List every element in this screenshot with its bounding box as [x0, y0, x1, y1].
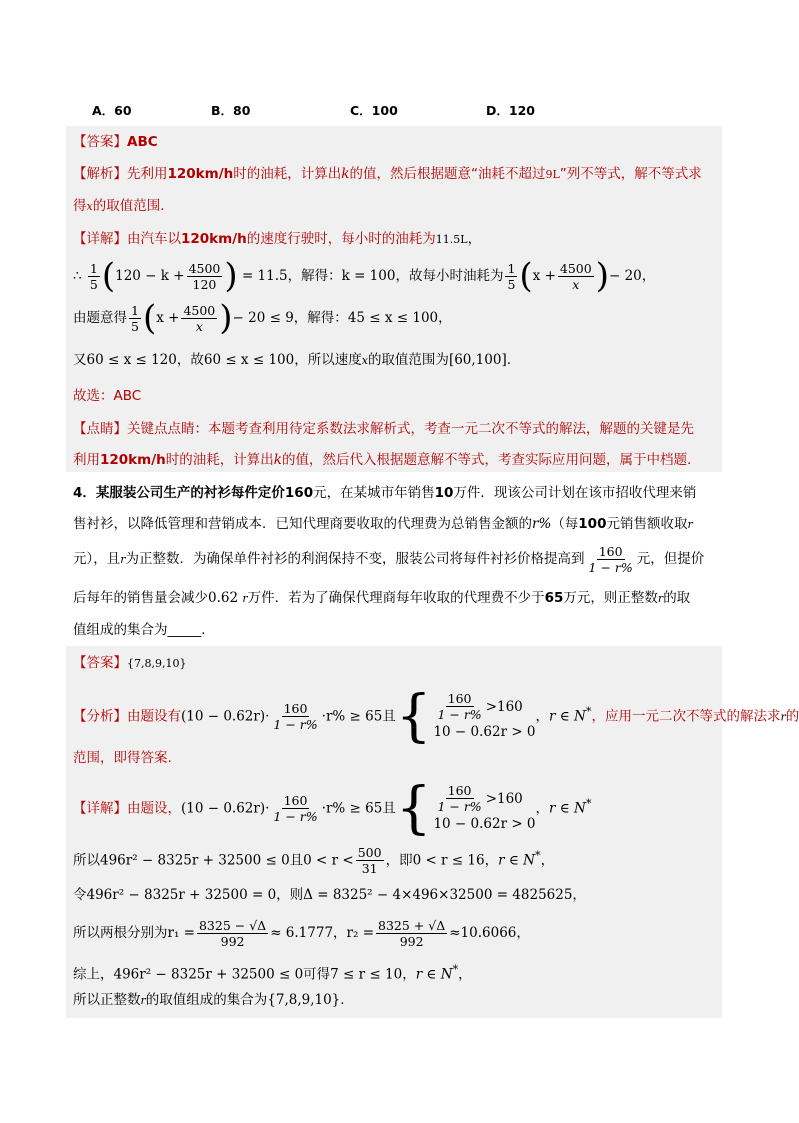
text: 4．某服装公司生产的衬衫每件定价: [73, 485, 285, 501]
text: 的值，然后根据题意“油耗不超过: [349, 166, 546, 182]
q4-detail-line-1: 【详解】由题设，(10 − 0.62r)· $\frac{160}{1 - r\%}$ ·r% ≥ 65且 { $\frac{160}{1 - r\%}$ >160 10 − 0.62r > 0 ，r ∈ N*: [73, 775, 592, 841]
denominator: 5: [89, 276, 98, 292]
var-r: r: [140, 994, 146, 1007]
expr: r ∈ N: [549, 708, 586, 725]
expr: r ∈ N: [549, 800, 586, 817]
text: 所以两根分别为: [73, 925, 168, 941]
text: 120km/h: [181, 231, 247, 247]
text: 售衬衫，以降低管理和营销成本．已知代理商要收取的代理费为总销售金额的: [73, 516, 532, 532]
q3-analysis-line-1: [73, 164, 702, 185]
denominator: 1 − r%: [437, 707, 482, 722]
numerator: 8325 + √Δ: [378, 917, 446, 933]
numerator: 160: [447, 691, 472, 706]
text: 0.62: [208, 590, 239, 606]
text: 可得: [303, 966, 331, 983]
text: 为正整数．为确保单件衬衫的利润保持不变，服装公司将每件衬衫价格提高到: [125, 551, 585, 567]
q4-detail-line-6: [73, 990, 345, 1011]
text: 9L: [545, 168, 560, 181]
text: 且: [382, 708, 396, 725]
text: ，: [467, 231, 482, 247]
option-a: A．60: [92, 103, 132, 118]
q4-detail-line-3: [73, 885, 586, 905]
system-of-inequalities: { $\frac{160}{1 - r\%}$ >160 10 − 0.62r > 0: [395, 683, 536, 749]
text: ，: [438, 310, 452, 326]
numerator: 4500: [559, 260, 592, 276]
q4-line-2: [73, 514, 693, 535]
denominator: 992: [399, 933, 424, 949]
text: ，解得：: [287, 268, 342, 284]
q3-answer-line: [73, 132, 158, 152]
text: 120km/h: [100, 452, 166, 468]
analysis-tag: 【解析】: [73, 166, 127, 182]
var-k: k: [341, 166, 350, 182]
numerator: 4500: [183, 302, 216, 318]
text: 元，在某城市年销售: [313, 485, 435, 501]
text: 万元，则正整数: [563, 590, 658, 606]
text: .: [340, 992, 345, 1008]
text: 范围，即得答案.: [73, 750, 172, 766]
text: ，即: [385, 852, 413, 869]
q4-line-1: [73, 483, 696, 503]
denominator: 1 − r%: [273, 717, 318, 732]
numerator: 160: [447, 783, 472, 798]
q3-detail-line-1: [73, 229, 481, 250]
text: 的取值组成的集合为: [145, 992, 268, 1008]
text: 10: [434, 485, 454, 501]
q4-line-5: [73, 620, 206, 640]
q4-analysis-line-1: 【分析】由题设有(10 − 0.62r)· $\frac{160}{1 - r\%}$ ·r% ≥ 65且 { $\frac{160}{1 - r\%}$ >160 10 − 0.62r > 0 ，r ∈ N*，应用一元二次不等式的解法求r的: [73, 683, 799, 749]
text: ，: [572, 887, 586, 903]
var-r: r: [687, 518, 693, 531]
expr: r ∈ N: [415, 966, 453, 983]
expr: − 20: [608, 268, 642, 284]
var-r: r: [780, 710, 786, 724]
expr: x +: [156, 310, 180, 326]
text: ，应用一元二次不等式的解法求: [591, 708, 781, 725]
expr: 45 ≤ x ≤ 100: [347, 310, 439, 326]
text: 元，但提价: [636, 551, 705, 567]
expr: = 11.5: [241, 268, 288, 284]
denominator: 1 − r%: [273, 809, 318, 824]
expr: 10 − 0.62r > 0: [433, 816, 536, 832]
text: 后每年的销售量会减少: [73, 590, 208, 606]
text: 由题意得: [73, 310, 127, 326]
text: 又: [73, 352, 87, 368]
paren: ): [219, 298, 233, 338]
expr: [60,100]: [448, 352, 507, 368]
numerator: 160: [598, 543, 623, 559]
q3-detail-line-4: [73, 350, 511, 371]
denominator: 31: [361, 861, 378, 876]
text: 的: [785, 708, 799, 725]
superscript: *: [534, 849, 541, 862]
detail-tag: 【详解】: [73, 231, 127, 247]
text: 100: [578, 516, 607, 532]
numerator: 8325 − √Δ: [198, 917, 267, 933]
paren: ): [595, 256, 609, 296]
var-x: x: [86, 200, 93, 213]
text: 所以: [73, 852, 100, 869]
expr: (10 − 0.62r)·: [181, 800, 270, 817]
text: ，: [402, 966, 416, 983]
text: 的取值范围为: [367, 352, 449, 368]
text: 时的油耗，计算出: [165, 452, 274, 468]
expr: − 20 ≤ 9: [232, 310, 294, 326]
numerator: 500: [357, 845, 382, 860]
option-c: C．100: [350, 103, 398, 118]
text: 的取值范围.: [92, 198, 165, 214]
q4-detail-line-5: 综上，496r² − 8325r + 32500 ≤ 0可得7 ≤ r ≤ 10，r ∈ N*，: [73, 963, 472, 983]
q3-tip-line-2: [73, 450, 691, 470]
q4-line-3: [73, 542, 704, 577]
text: 关键点点睛：本题考查利用待定系数法求解析式，考查一元二次不等式的解法，解题的关键是先: [127, 421, 694, 437]
q3-tip-line-1: [73, 419, 694, 439]
var-k: k: [273, 452, 282, 468]
text: r%: [532, 516, 552, 532]
q4-analysis-line-2: [73, 748, 172, 768]
paren: ): [224, 256, 238, 296]
text: 综上，: [73, 966, 114, 983]
expr: r₂ =: [346, 925, 375, 941]
text: 元销售额收取: [606, 516, 688, 532]
superscript: *: [452, 963, 459, 976]
analysis-tag: 【分析】: [73, 708, 127, 725]
text: 160: [284, 485, 314, 501]
expr: 496r² − 8325r + 32500 ≤ 0: [113, 966, 304, 983]
text: 所以正整数: [73, 992, 141, 1008]
expr: >160: [485, 790, 523, 807]
expr: {7,8,9,10}: [267, 992, 341, 1008]
text: 时的油耗，计算出: [233, 166, 342, 182]
expr: r₁ =: [167, 925, 195, 941]
expr: r ∈ N: [498, 852, 535, 869]
superscript: *: [585, 797, 592, 810]
text: 先利用: [127, 166, 168, 182]
expr: (10 − 0.62r)·: [181, 708, 270, 725]
text: 元），且: [73, 551, 121, 567]
expr: k = 100: [341, 268, 396, 284]
text: 且: [382, 800, 396, 817]
expr: 496r² − 8325r + 32500 = 0: [86, 887, 277, 903]
q4-line-4: [73, 588, 690, 609]
q3-detail-line-3: [73, 300, 452, 336]
text: 由题设有: [127, 708, 181, 725]
var-x: x: [361, 354, 368, 367]
paren: (: [142, 298, 157, 338]
expr: 7 ≤ r ≤ 10: [330, 966, 403, 983]
expr: 0 < r ≤ 16: [412, 852, 485, 869]
denominator: 5: [131, 318, 139, 334]
denominator: 1 − r%: [588, 559, 633, 575]
text: ，则: [276, 887, 304, 903]
text: 65: [544, 590, 564, 606]
expr: ≈10.6066: [449, 925, 517, 941]
q3-choose-line: [73, 386, 141, 406]
text: 由题设，: [127, 800, 181, 817]
answer-tag: 【答案】: [73, 655, 127, 671]
numerator: 1: [131, 302, 139, 318]
denominator: 992: [220, 933, 245, 949]
expr: 120 − k +: [115, 268, 185, 284]
numerator: 160: [283, 793, 308, 808]
expr: 60 ≤ x ≤ 100: [203, 352, 295, 368]
text: 令: [73, 887, 87, 903]
text: 的速度行驶时，每小时的油耗为: [246, 231, 436, 247]
text: 的取: [663, 590, 691, 606]
numerator: 1: [507, 260, 516, 276]
text: ，故每小时油耗为: [395, 268, 504, 284]
text: 由汽车以: [127, 231, 181, 247]
numerator: 160: [283, 701, 308, 716]
text: ，所以速度: [294, 352, 362, 368]
detail-tag: 【详解】: [73, 800, 127, 817]
q3-analysis-line-2: [73, 196, 165, 217]
text: ”列不等式，解不等式求: [559, 166, 702, 182]
text: 万件．若为了确保代理商每年收取的代理费不少于: [247, 590, 545, 606]
numerator: 1: [89, 260, 98, 276]
text: ，解得：: [293, 310, 348, 326]
system-of-inequalities: { $\frac{160}{1 - r\%}$ >160 10 − 0.62r > 0: [395, 775, 536, 841]
text: 利用: [73, 452, 100, 468]
denominator: x: [572, 276, 580, 292]
expr: 10 − 0.62r > 0: [433, 724, 536, 740]
answer-value: {7,8,9,10}: [127, 657, 187, 670]
paren: (: [101, 256, 116, 296]
text: 11.5L: [435, 233, 468, 246]
expr: 60 ≤ x ≤ 120: [86, 352, 177, 368]
q4-answer-line: [73, 653, 186, 674]
numerator: 4500: [188, 260, 221, 276]
denominator: x: [195, 318, 203, 334]
text: .: [506, 352, 512, 368]
text: ，故: [176, 352, 204, 368]
therefore-symbol: ∴: [73, 268, 82, 284]
text: ，: [516, 925, 530, 941]
expr: ·r% ≥ 65: [321, 708, 383, 725]
choose-text: 故选：ABC: [73, 388, 142, 404]
expr: 0 < r <: [303, 852, 354, 869]
expr: 496r² − 8325r + 32500 ≤ 0: [100, 852, 290, 869]
superscript: *: [585, 705, 592, 718]
text: 且: [289, 852, 304, 869]
var-r: r: [242, 592, 248, 605]
denominator: 120: [192, 276, 217, 292]
q3-detail-line-2: ∴ $\frac{1}{5}$ (120 − k + $\frac{4500}{120}$ ) = 11.5，解得：k = 100，故每小时油耗为 $\frac{1}{5}$ (x + $\frac{4500}{x}$ )− 20，: [73, 256, 656, 296]
var-r: r: [120, 553, 126, 566]
tip-tag: 【点睛】: [73, 421, 127, 437]
answer-value: ABC: [127, 134, 158, 150]
denominator: 5: [507, 276, 516, 292]
paren: (: [519, 256, 533, 296]
text: 万件．现该公司计划在该市招收代理来销: [453, 485, 697, 501]
expr: Δ = 8325² − 4×496×32500 = 4825625: [303, 887, 573, 903]
text: 120km/h: [167, 166, 234, 182]
var-r: r: [657, 592, 664, 605]
option-b: B．80: [211, 103, 251, 118]
expr: x +: [532, 268, 556, 284]
text: （每: [551, 516, 579, 532]
expr: ·r% ≥ 65: [321, 800, 383, 817]
expr: ≈ 6.1777: [270, 925, 334, 941]
text: 值组成的集合为_____.: [73, 622, 206, 638]
text: 得: [73, 198, 87, 214]
q4-detail-line-2: 所以496r² − 8325r + 32500 ≤ 0且0 < r < $\frac{500}{31}$ ，即0 < r ≤ 16，r ∈ N*，: [73, 845, 555, 876]
q4-detail-line-4: 所以两根分别为r₁ = $\frac{8325 - √\Delta}{992}$ ≈ 6.1777，r₂ = $\frac{8325 + √\Delta}{992}$ ≈10.6066，: [73, 917, 530, 949]
expr: >160: [485, 698, 523, 715]
option-d: D．120: [486, 103, 535, 118]
text: ，: [484, 852, 499, 869]
answer-tag: 【答案】: [73, 134, 127, 150]
text: 的值，然后代入根据题意解不等式，考查实际应用问题，属于中档题.: [281, 452, 692, 468]
denominator: 1 − r%: [437, 799, 482, 814]
